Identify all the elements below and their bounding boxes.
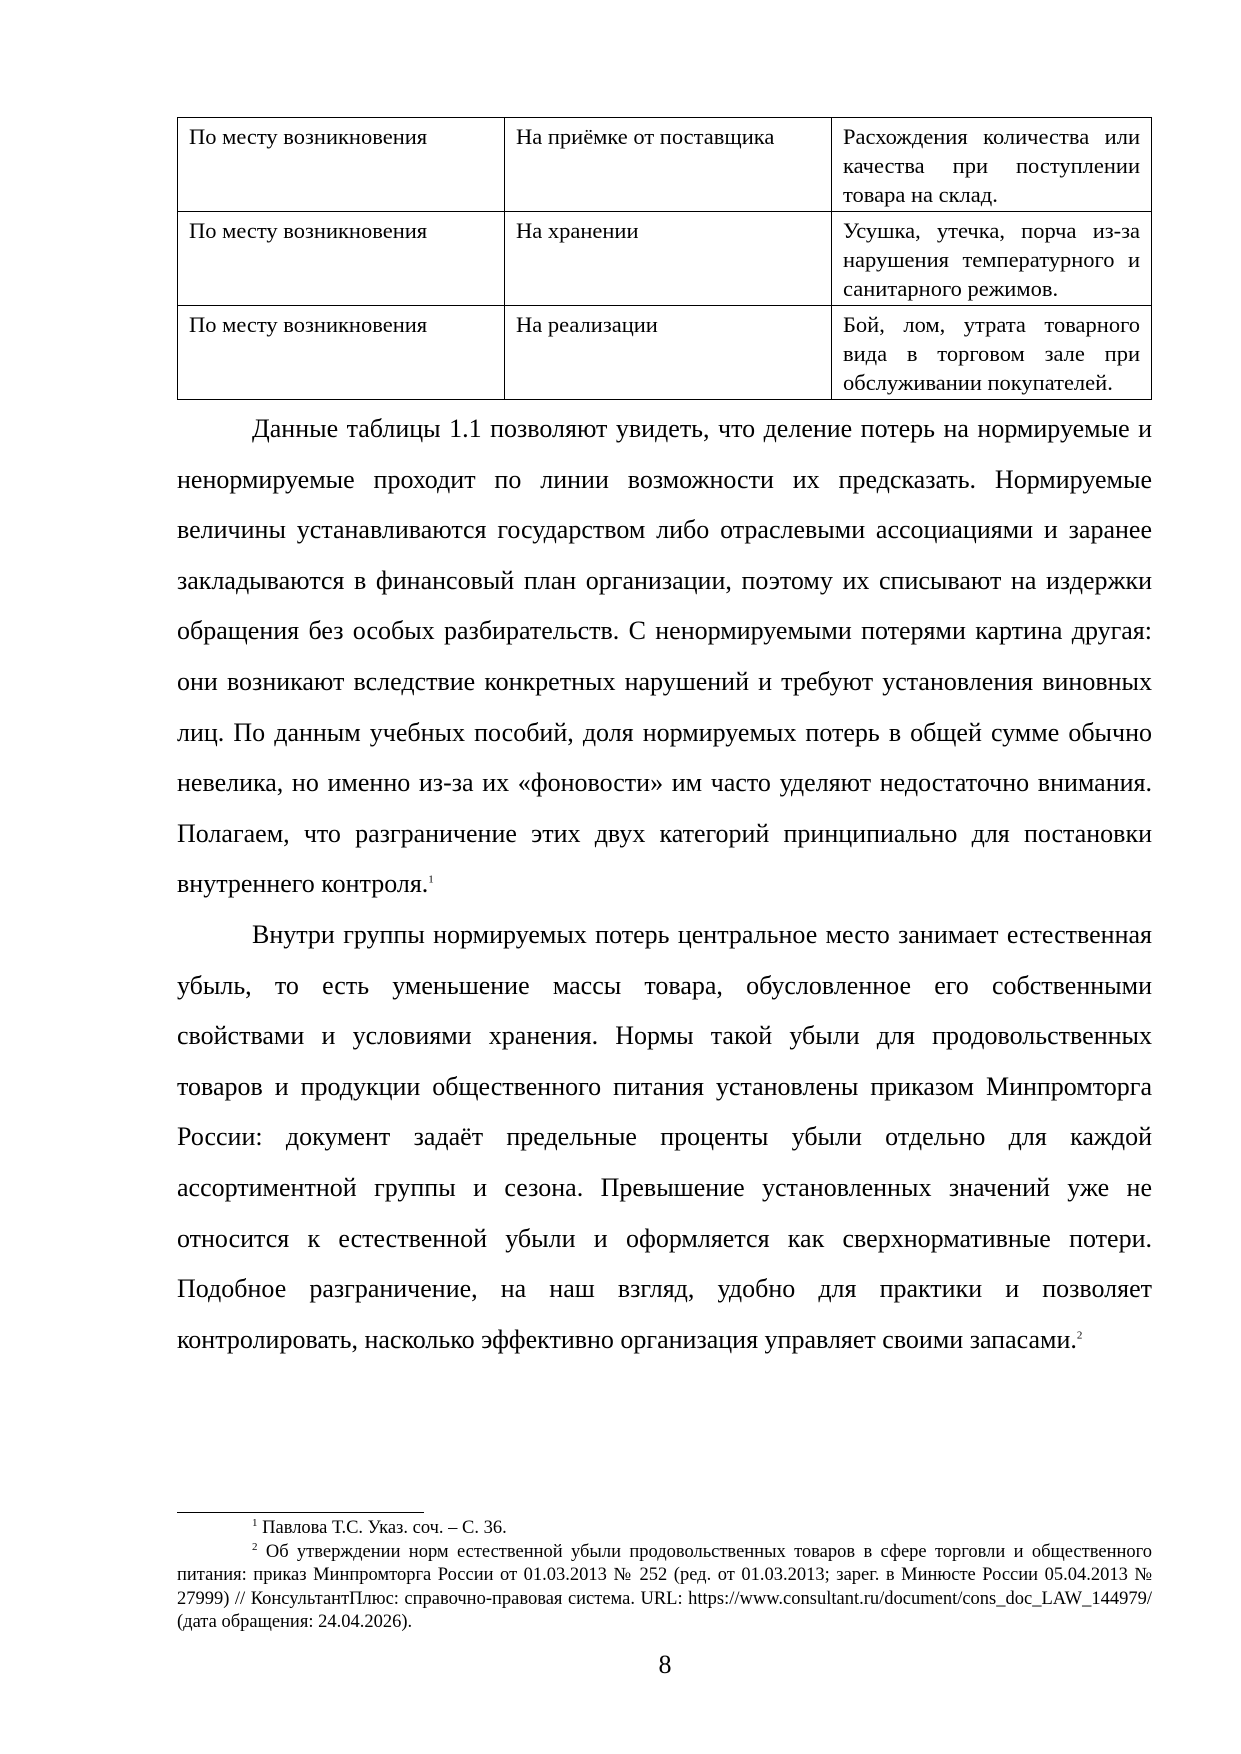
footnote-text: Павлова Т.С. Указ. соч. – С. 36. <box>257 1518 507 1538</box>
table-cell-place: На хранении <box>505 212 832 306</box>
footnotes <box>177 1517 1152 1635</box>
table-cell-description: Расхождения количества или качества при поступлении товара на склад. <box>832 118 1152 212</box>
page-number: 8 <box>658 1650 672 1679</box>
losses-table <box>177 117 1152 400</box>
footnote <box>177 1541 1152 1635</box>
footnote-reference[interactable]: 1 <box>428 873 434 886</box>
table-cell-place: На приёмке от поставщика <box>505 118 832 212</box>
paragraph <box>177 910 1152 1365</box>
table-cell-description: Усушка, утечка, порча из-за нарушения температурного и санитарного режимов. <box>832 212 1152 306</box>
footnote <box>177 1517 1152 1541</box>
footnote-mark: 2 <box>252 1540 258 1553</box>
table-row <box>178 118 1152 212</box>
table-cell-criterion: По месту возникновения <box>178 212 505 306</box>
table-cell-criterion: По месту возникновения <box>178 118 505 212</box>
paragraph-text: Внутри группы нормируемых потерь центральное место занимает естественная убыль, то есть уменьшение массы товара, обусловленное его собственными свойствами и условиями хранения. Нормы такой убыли для продовольственных товаров и продукции общественного питания установлены приказом Минпромторга России: документ задаёт предельные проценты убыли отдельно для каждой ассортиментной группы и сезона. Превышение установленных значений уже не относится к естественной убыли и оформляется как сверхнормативные потери. Подобное разграничение, на наш взгляд, удобно для практики и позволяет контролировать, насколько эффективно организация управляет своими запасами. <box>177 919 1152 1354</box>
footnote-text: Об утверждении норм естественной убыли продовольственных товаров в сфере торговли и общественного питания: приказ Минпромторга России от 01.03.2013 № 252 (ред. от 01.03.2013; зарег. в Минюсте России 05.04.2013 № 27999) // КонсультантПлюс: справочно-правовая система. URL: https://www.consultant.ru/document/cons_doc_LAW_144979/ (дата обращения: 24.04.2026). <box>177 1541 1152 1632</box>
footnote-reference[interactable]: 2 <box>1076 1329 1083 1342</box>
paragraph-text: Данные таблицы 1.1 позволяют увидеть, что деление потерь на нормируемые и ненормируемые проходит по линии возможности их предсказать. Нормируемые величины устанавливаются государством либо отраслевыми ассоциациями и заранее закладываются в финансовый план организации, поэтому их списывают на издержки обращения без особых разбирательств. С ненормируемыми потерями картина другая: они возникают вследствие конкретных нарушений и требуют установления виновных лиц. По данным учебных пособий, доля нормируемых потерь в общей сумме обычно невелика, но именно из-за их «фоновости» им часто уделяют недостаточно внимания. Полагаем, что разграничение этих двух категорий принципиально для постановки внутреннего контроля. <box>177 414 1152 899</box>
body-text <box>177 404 1152 1365</box>
footnote-separator <box>177 1512 424 1513</box>
table-cell-criterion: По месту возникновения <box>178 306 505 400</box>
table-cell-description: Бой, лом, утрата товарного вида в торговом зале при обслуживании покупателей. <box>832 306 1152 400</box>
table-row <box>178 212 1152 306</box>
table-row <box>178 306 1152 400</box>
paragraph <box>177 404 1152 910</box>
footnote-mark: 1 <box>252 1516 258 1529</box>
table-cell-place: На реализации <box>505 306 832 400</box>
